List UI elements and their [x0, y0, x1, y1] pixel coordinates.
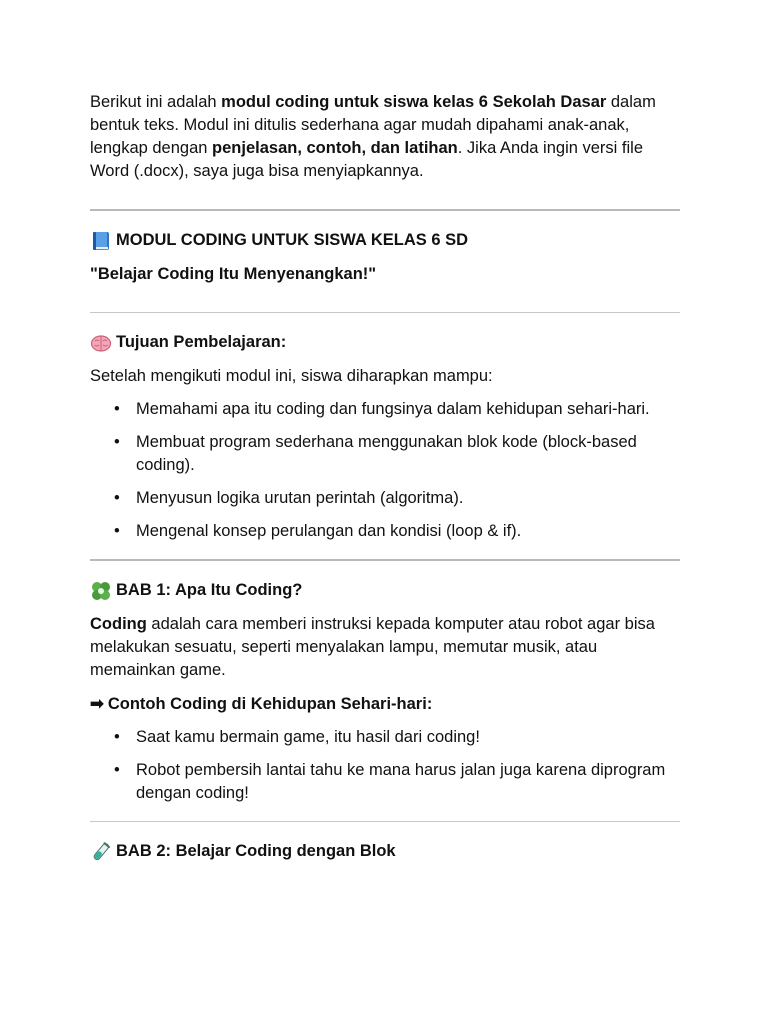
brain-icon	[90, 332, 112, 354]
intro-bold-2: penjelasan, contoh, dan latihan	[212, 139, 458, 157]
bab1-example-heading	[90, 693, 680, 716]
bab1-definition-text: adalah cara memberi instruksi kepada komputer atau robot agar bisa melakukan sesuatu, seperti menyalakan lampu, memutar musik, atau memainkan game.	[90, 615, 655, 679]
section-heading-bab2	[90, 840, 680, 863]
goals-list	[90, 398, 680, 543]
section-heading-goals-text: Tujuan Pembelajaran:	[116, 333, 287, 351]
intro-text-3: . Jika Anda ingin versi file Word (.docx), saya juga bisa menyiapkannya.	[90, 139, 644, 180]
divider	[90, 312, 680, 313]
document-page	[90, 91, 680, 863]
list-item-text: Memahami apa itu coding dan fungsinya dalam kehidupan sehari-hari.	[136, 400, 650, 418]
intro-text-1: Berikut ini adalah	[90, 93, 222, 111]
right-arrow-icon: ➡	[90, 695, 104, 713]
list-item-text: Saat kamu bermain game, itu hasil dari coding!	[136, 728, 480, 746]
list-item: • Saat kamu bermain game, itu hasil dari coding!	[114, 728, 480, 746]
section-heading-bab1-text: BAB 1: Apa Itu Coding?	[116, 581, 303, 599]
list-item: • Mengenal konsep perulangan dan kondisi (loop & if).	[114, 522, 522, 540]
section-heading-goals	[90, 331, 680, 354]
module-title	[90, 229, 680, 252]
puzzle-piece-icon	[90, 580, 112, 602]
goals-lead: Setelah mengikuti modul ini, siswa diharapkan mampu:	[90, 367, 493, 385]
list-item: • Membuat program sederhana menggunakan blok kode (block-based coding).	[114, 433, 637, 474]
list-item-text: Menyusun logika urutan perintah (algoritma).	[136, 489, 464, 507]
blue-book-icon	[90, 230, 112, 252]
bab1-example-heading-text: Contoh Coding di Kehidupan Sehari-hari:	[107, 695, 433, 713]
divider	[90, 559, 680, 561]
bab1-examples-list	[90, 726, 680, 805]
list-item: • Robot pembersih lantai tahu ke mana harus jalan juga karena diprogram dengan coding!	[114, 761, 666, 802]
list-item-text: Mengenal konsep perulangan dan kondisi (loop & if).	[136, 522, 522, 540]
divider	[90, 821, 680, 822]
divider	[90, 209, 680, 211]
section-heading-bab2-text: BAB 2: Belajar Coding dengan Blok	[116, 842, 396, 860]
intro-bold-1: modul coding untuk siswa kelas 6 Sekolah Dasar	[221, 93, 607, 111]
module-title-text: MODUL CODING UNTUK SISWA KELAS 6 SD	[116, 231, 469, 249]
list-item-text: Membuat program sederhana menggunakan blok kode (block-based coding).	[136, 433, 637, 474]
list-item: • Menyusun logika urutan perintah (algoritma).	[114, 489, 464, 507]
intro-paragraph	[90, 91, 680, 183]
section-heading-bab1	[90, 579, 680, 602]
list-item: • Memahami apa itu coding dan fungsinya dalam kehidupan sehari-hari.	[114, 400, 650, 418]
bab1-definition	[90, 613, 680, 682]
module-tagline: "Belajar Coding Itu Menyenangkan!"	[90, 265, 377, 283]
test-tube-icon	[90, 841, 112, 863]
list-item-text: Robot pembersih lantai tahu ke mana harus jalan juga karena diprogram dengan coding!	[136, 761, 666, 802]
bab1-term: Coding	[90, 615, 147, 633]
intro-text-2: dalam bentuk teks. Modul ini ditulis sederhana agar mudah dipahami anak-anak, lengkap dengan	[90, 93, 656, 157]
